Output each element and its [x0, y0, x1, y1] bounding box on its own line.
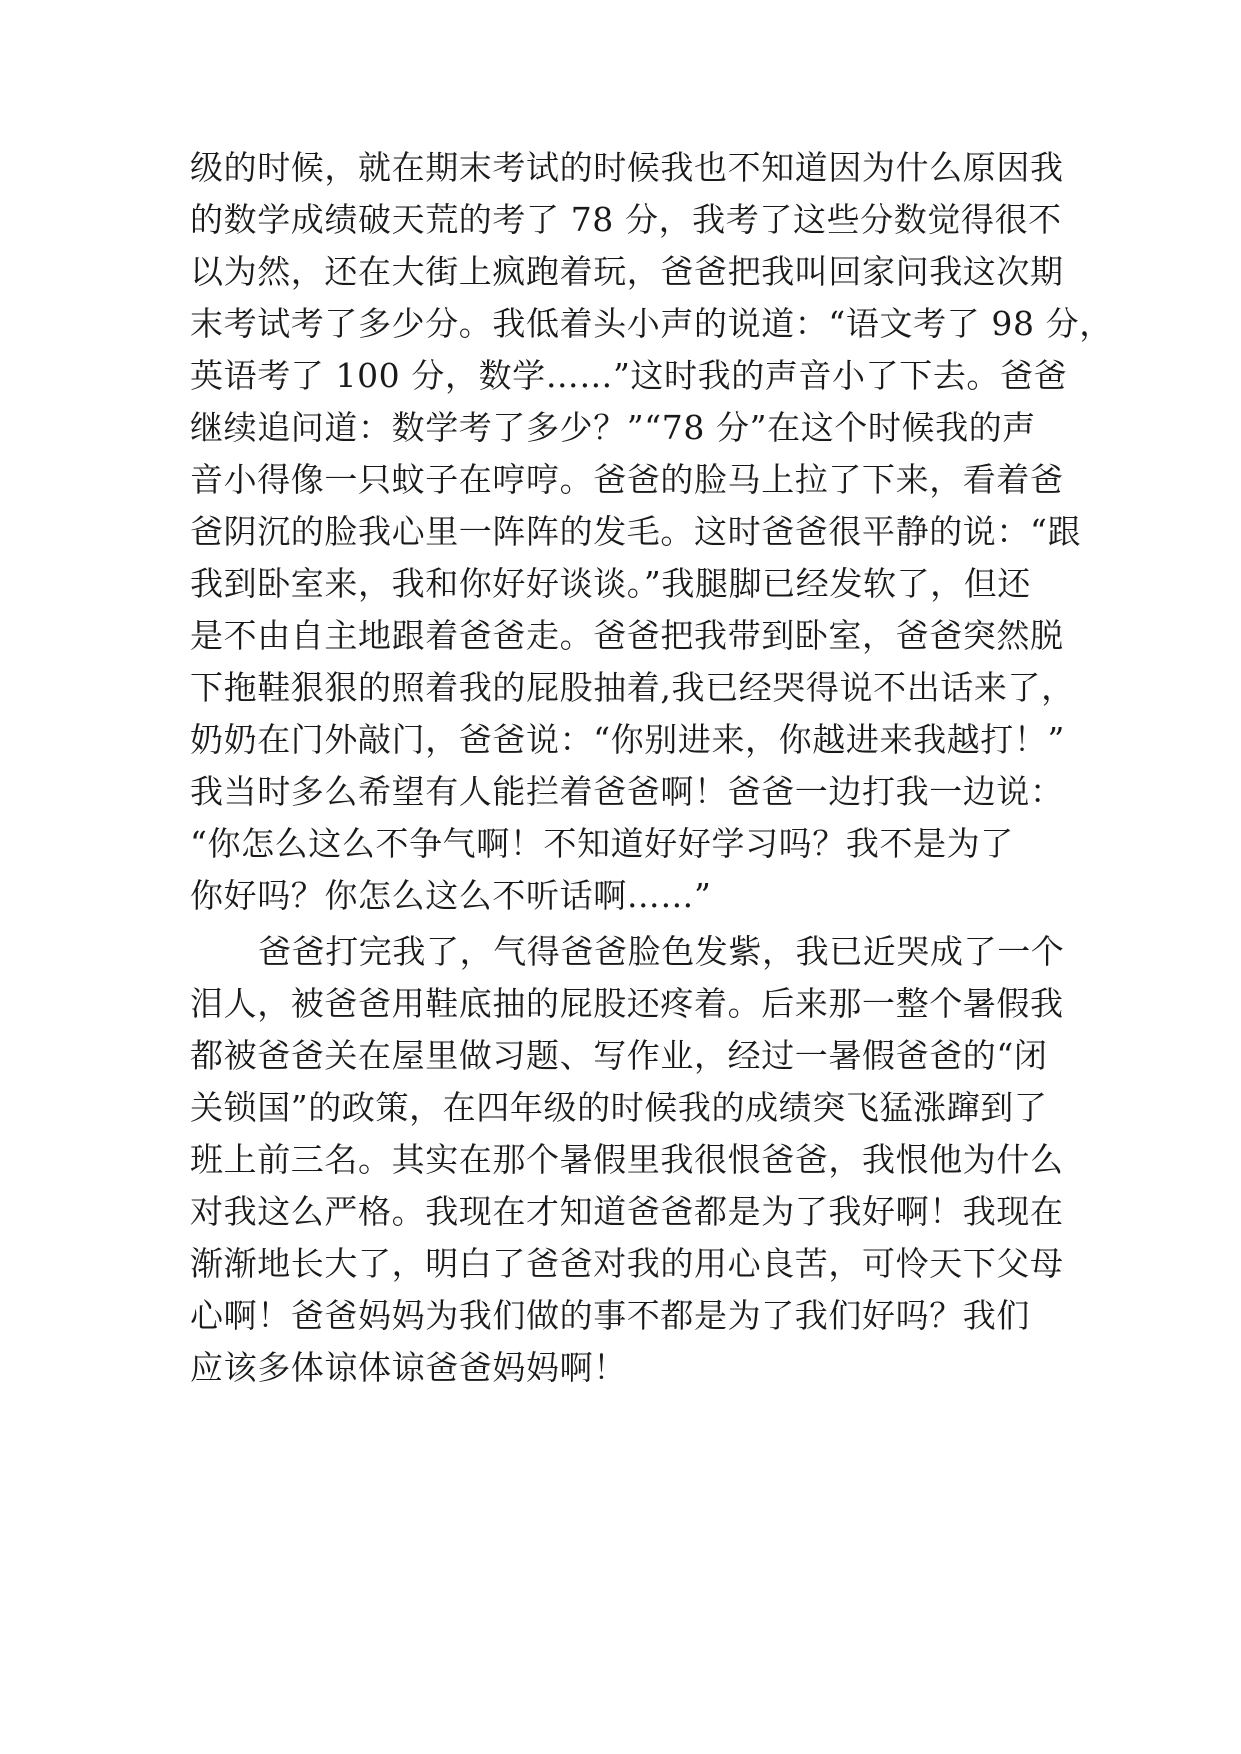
text-line: 末考试考了多少分。我低着头小声的说道：“语文考了 98 分，	[190, 304, 1113, 343]
text-line: 英语考了 100 分，数学……”这时我的声音小了下去。爸爸	[190, 356, 1068, 395]
text-line: 继续追问道：数学考了多少？”“78 分”在这个时候我的声	[190, 408, 1036, 447]
text-line: 都被爸爸关在屋里做习题、写作业，经过一暑假爸爸的“闭	[190, 1036, 1048, 1075]
text-line: 渐渐地长大了，明白了爸爸对我的用心良苦，可怜天下父母	[190, 1244, 1064, 1283]
text-line: 以为然，还在大街上疯跑着玩，爸爸把我叫回家问我这次期	[190, 252, 1064, 291]
text-line: 我到卧室来，我和你好好谈谈。”我腿脚已经发软了，但还	[190, 564, 1031, 603]
text-line: 心啊！爸爸妈妈为我们做的事不都是为了我们好吗？我们	[190, 1296, 1030, 1335]
text-line: 爸阴沉的脸我心里一阵阵的发毛。这时爸爸很平静的说：“跟	[190, 512, 1082, 551]
text-line: 奶奶在门外敲门，爸爸说：“你别进来，你越进来我越打！”	[190, 720, 1065, 759]
text-line: 班上前三名。其实在那个暑假里我很恨爸爸，我恨他为什么	[190, 1140, 1064, 1179]
text-line: 下拖鞋狠狠的照着我的屁股抽着,我已经哭得说不出话来了，	[190, 668, 1075, 707]
text-line: 关锁国”的政策，在四年级的时候我的成绩突飞猛涨蹿到了	[190, 1088, 1048, 1127]
text-line: “你怎么这么不争气啊！不知道好好学习吗？我不是为了	[190, 824, 1014, 863]
text-line: 音小得像一只蚊子在哼哼。爸爸的脸马上拉了下来，看着爸	[190, 460, 1064, 499]
text-line: 级的时候，就在期末考试的时候我也不知道因为什么原因我	[190, 148, 1064, 187]
text-line: 是不由自主地跟着爸爸走。爸爸把我带到卧室，爸爸突然脱	[190, 616, 1064, 655]
text-line: 对我这么严格。我现在才知道爸爸都是为了我好啊！我现在	[190, 1192, 1064, 1231]
paragraph-first-line: 爸爸打完我了，气得爸爸脸色发紫，我已近哭成了一个	[258, 932, 1065, 971]
text-line: 我当时多么希望有人能拦着爸爸啊！爸爸一边打我一边说：	[190, 772, 1064, 811]
text-line: 你好吗？你怎么这么不听话啊……”	[190, 876, 712, 915]
text-line: 泪人，被爸爸用鞋底抽的屁股还疼着。后来那一整个暑假我	[190, 984, 1064, 1023]
text-line: 的数学成绩破天荒的考了 78 分，我考了这些分数觉得很不	[190, 200, 1062, 239]
text-line: 应该多体谅体谅爸爸妈妈啊！	[190, 1348, 627, 1387]
